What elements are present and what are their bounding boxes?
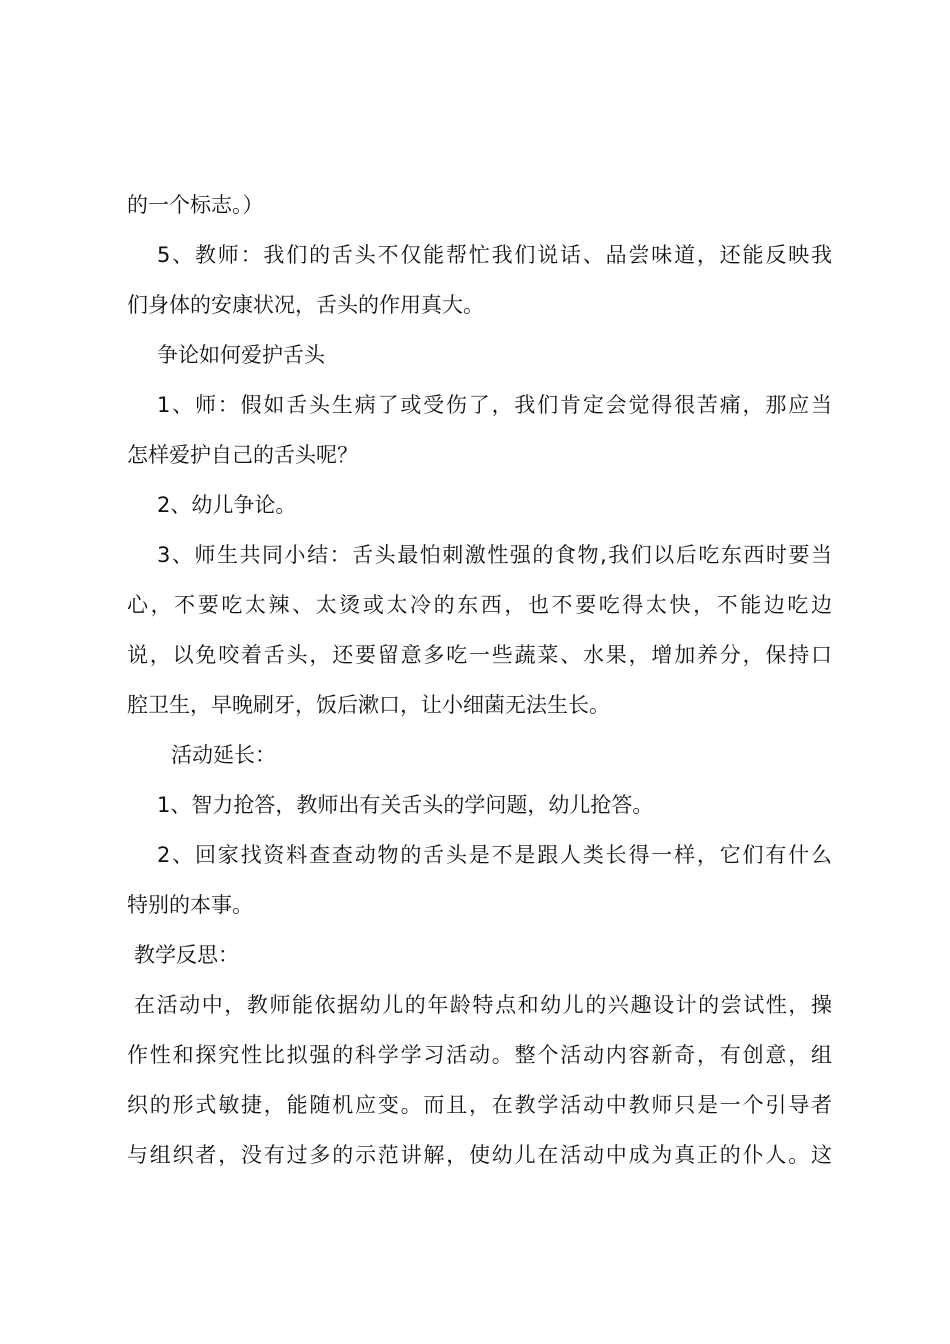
text-line: 心，不要吃太辣、太烫或太冷的东西，也不要吃得太快，不能边吃边 bbox=[127, 593, 832, 617]
text-line: 的一个标志。） bbox=[127, 193, 264, 217]
text-line: 说，以免咬着舌头，还要留意多吃一些蔬菜、水果，增加养分，保持口 bbox=[127, 643, 832, 667]
text-line: 3、师生共同小结：舌头最怕刺激性强的食物,我们以后吃东西时要当 bbox=[157, 543, 832, 567]
text-line: 织的形式敏捷，能随机应变。而且，在教学活动中教师只是一个引导者 bbox=[127, 1093, 832, 1117]
text-line: 作性和探究性比拟强的科学学习活动。整个活动内容新奇，有创意，组 bbox=[127, 1043, 832, 1067]
text-line: 在活动中，教师能依据幼儿的年龄特点和幼儿的兴趣设计的尝试性，操 bbox=[134, 993, 832, 1017]
section-heading: 活动延长： bbox=[171, 743, 276, 767]
text-line: 1、智力抢答，教师出有关舌头的学问题，幼儿抢答。 bbox=[157, 793, 654, 817]
text-line: 们身体的安康状况，舌头的作用真大。 bbox=[127, 293, 484, 317]
text-line: 1、师：假如舌头生病了或受伤了，我们肯定会觉得很苦痛，那应当 bbox=[157, 393, 832, 417]
text-line: 特别的本事。 bbox=[127, 893, 253, 917]
text-line: 2、回家找资料查查动物的舌头是不是跟人类长得一样，它们有什么 bbox=[157, 843, 832, 867]
text-line: 怎样爱护自己的舌头呢？ bbox=[127, 443, 358, 467]
text-line: 5、教师：我们的舌头不仅能帮忙我们说话、品尝味道，还能反映我 bbox=[157, 243, 832, 267]
section-heading: 争论如何爱护舌头 bbox=[157, 343, 325, 367]
text-line: 与组织者，没有过多的示范讲解，使幼儿在活动中成为真正的仆人。这 bbox=[127, 1143, 832, 1167]
section-heading: 教学反思： bbox=[134, 943, 239, 967]
text-line: 腔卫生，早晚刷牙，饭后漱口，让小细菌无法生长。 bbox=[127, 693, 610, 717]
text-line: 2、幼儿争论。 bbox=[157, 493, 297, 517]
